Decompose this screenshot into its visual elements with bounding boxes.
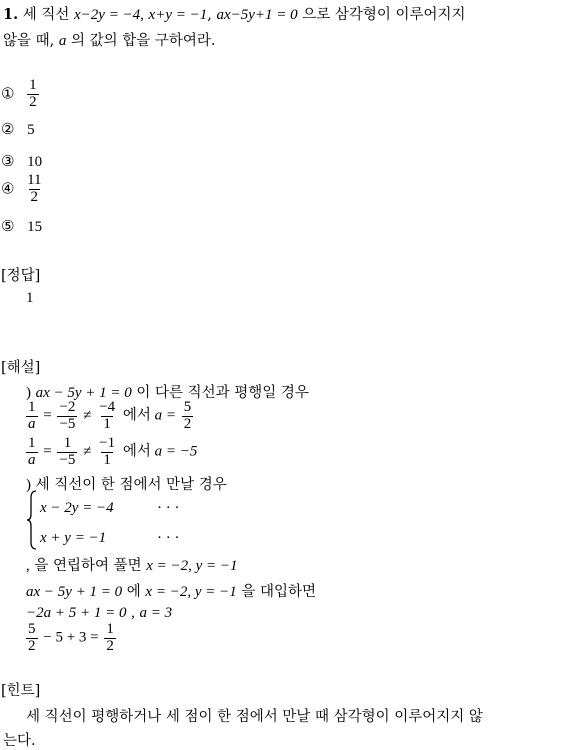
numerator: 1	[106, 621, 114, 637]
hint-label: [힌트]	[1, 683, 41, 699]
equation: x = −2, y = −1	[145, 584, 237, 600]
choice-3[interactable]	[1, 152, 42, 171]
solution-step-3	[26, 554, 238, 575]
denominator: 1	[103, 451, 111, 468]
denominator: 2	[28, 637, 36, 654]
denominator: 2	[183, 415, 192, 432]
equation-3: ax−5y+1 = 0	[216, 7, 298, 23]
equation: x = −2, y = −1	[146, 558, 238, 574]
solution-text: 에	[126, 584, 141, 600]
problem-text: 으로 삼각형이 이루어지지	[302, 7, 466, 23]
choice-fraction	[25, 173, 43, 206]
numerator: 11	[27, 172, 42, 188]
numerator: −2	[59, 399, 76, 415]
system-brace	[27, 490, 37, 550]
numerator: −4	[99, 399, 116, 415]
fraction	[26, 436, 38, 469]
choice-5[interactable]	[1, 217, 42, 236]
fraction	[57, 436, 77, 469]
equation: −2a + 5 + 1 = 0	[26, 605, 127, 621]
hint-text-line-1: 세 직선이 평행하거나 세 점이 한 점에서 만날 때 삼각형이 이루어지지 않	[26, 709, 483, 725]
numerator: −1	[99, 435, 116, 451]
answer-label: [정답]	[1, 268, 41, 284]
numerator: 1	[29, 77, 37, 93]
choice-value: 5	[27, 122, 35, 138]
numerator: 1	[63, 435, 72, 451]
choice-1[interactable]	[1, 78, 41, 111]
equation: ax − 5y + 1 = 0	[35, 385, 132, 401]
solution-step-4	[26, 580, 316, 601]
hint-text-line-2: 는다.	[3, 733, 36, 749]
problem-number: 1.	[3, 6, 19, 23]
comma: ,	[131, 605, 135, 621]
choice-marker: ⑤	[1, 217, 15, 235]
denominator: 1	[103, 415, 111, 432]
equation: − 5 + 3 =	[43, 629, 99, 646]
denominator: 2	[106, 637, 114, 654]
choice-fraction	[27, 78, 39, 111]
numerator: 5	[28, 621, 36, 637]
answer-value: 1	[26, 290, 34, 306]
choice-value: 10	[27, 154, 43, 170]
solution-text: 을 연립하여 풀면	[34, 558, 142, 574]
choice-value: 15	[27, 219, 43, 235]
fraction	[26, 400, 38, 433]
fraction	[182, 400, 194, 433]
solution-step-5	[26, 605, 172, 622]
paren: )	[26, 477, 31, 493]
problem-line-2	[3, 29, 215, 50]
equation-1: x−2y = −4,	[74, 7, 144, 23]
fraction	[26, 622, 38, 655]
numerator: 1	[28, 435, 36, 451]
solution-text: 세 직선이 한 점에서 만날 경우	[35, 477, 227, 493]
choice-marker: ②	[1, 120, 15, 138]
equation: a = 3	[139, 605, 173, 621]
equation: a = −5	[154, 443, 198, 460]
choice-marker: ④	[1, 179, 15, 198]
equation: a =	[154, 407, 177, 424]
problem-text: 세 직선	[22, 7, 70, 23]
solution-text: 이 다른 직선과 평행일 경우	[136, 385, 309, 401]
system-equation-2: x + y = −1	[40, 530, 107, 546]
solution-fraction-line-2: $\frac{1}{a}$ = $\frac{1}{-5}$ ≠ $\frac{-1}{1}$ 에서 a = −5	[28, 435, 198, 468]
solution-fraction-line-1: $\frac{1}{a}$ = $\frac{-2}{-5}$ ≠ $\frac{-4}{1}$ 에서 a = $\frac{5}{2}$	[28, 399, 192, 432]
choice-2[interactable]	[1, 120, 35, 139]
fraction	[57, 400, 77, 433]
fraction	[104, 622, 116, 655]
denominator: a	[28, 415, 36, 432]
fraction	[97, 436, 117, 469]
ellipsis: · · ·	[157, 530, 180, 546]
comma: ,	[207, 7, 212, 23]
numerator: 1	[28, 399, 36, 415]
numerator: 5	[183, 399, 192, 415]
choice-marker: ①	[1, 84, 15, 103]
choice-4[interactable]	[1, 173, 46, 206]
fraction	[97, 400, 117, 433]
solution-text: 에서	[122, 407, 151, 424]
ellipsis: · · ·	[157, 500, 180, 516]
denominator: 2	[29, 93, 37, 110]
choice-marker: ③	[1, 152, 15, 170]
solution-text: 을 대입하면	[241, 584, 316, 600]
denominator: 2	[30, 188, 39, 205]
denominator: a	[28, 451, 36, 468]
denominator: −5	[59, 451, 76, 468]
comma: ,	[26, 558, 30, 574]
equation: ax − 5y + 1 = 0	[26, 584, 123, 600]
problem-text: 않을 때,	[3, 33, 55, 49]
variable-a: a	[58, 33, 67, 49]
paren: )	[26, 385, 31, 401]
solution-text: 에서	[122, 443, 151, 460]
solution-label: [해설]	[1, 360, 41, 376]
denominator: −5	[59, 415, 76, 432]
system-equation-1: x − 2y = −4	[40, 500, 114, 516]
solution-step-6	[24, 622, 118, 655]
problem-line-1	[3, 3, 466, 24]
solution-step-2	[26, 473, 227, 494]
problem-text: 의 값의 합을 구하여라.	[70, 33, 216, 49]
equation-2: x+y = −1	[148, 7, 208, 23]
